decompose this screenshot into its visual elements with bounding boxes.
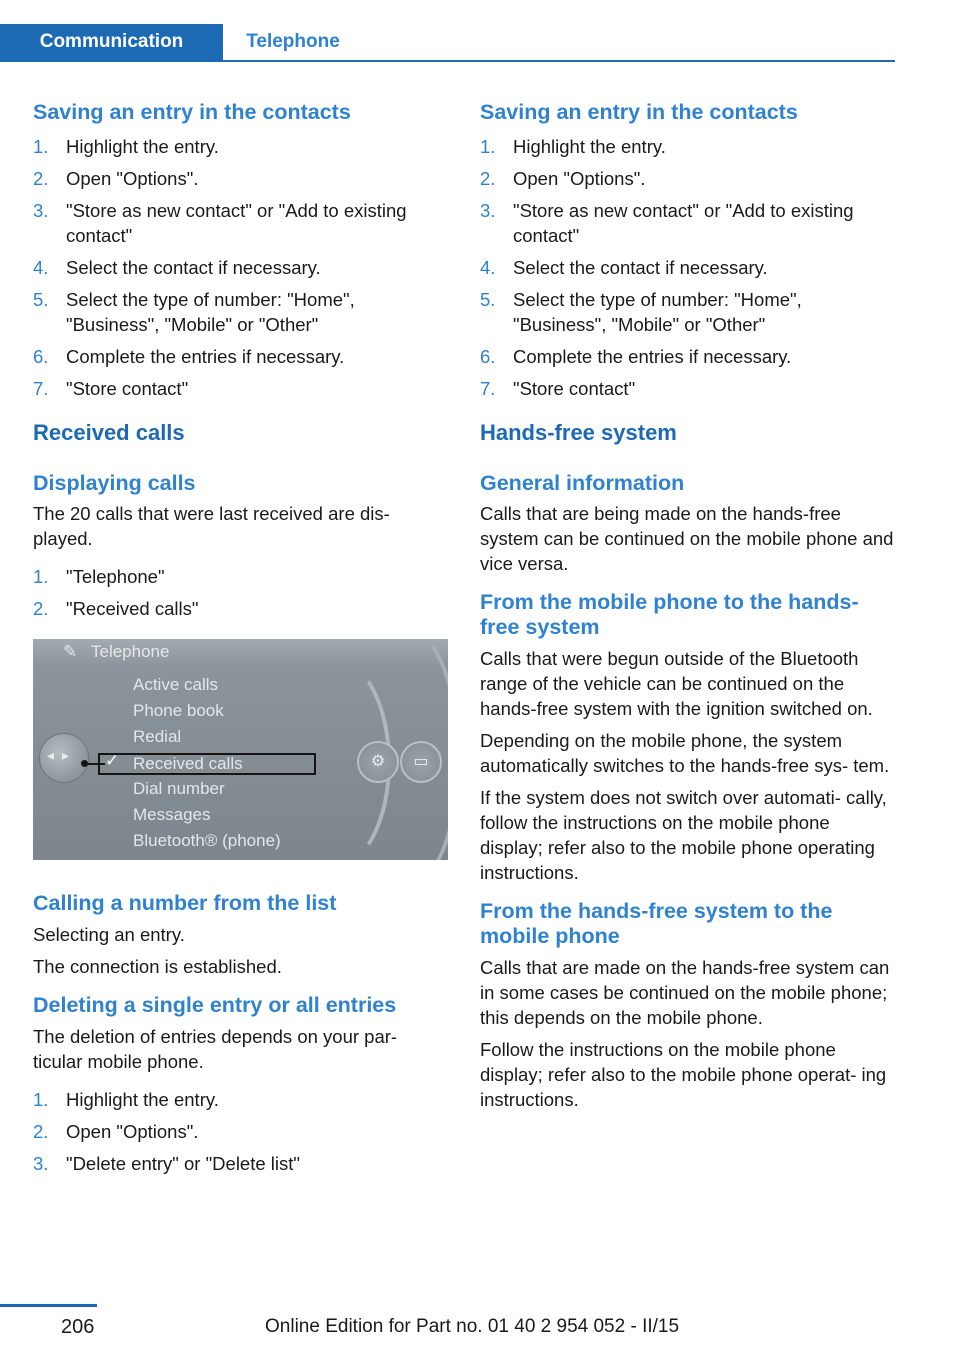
menu-item-bluetooth[interactable]: Bluetooth® (phone) <box>133 831 281 850</box>
list-item: 4. Select the contact if necessary. <box>33 257 321 278</box>
page-number: 206 <box>61 1316 95 1338</box>
save-heading: Saving an entry in the contacts <box>480 100 798 124</box>
list-item: 1. Highlight the entry. <box>33 136 219 157</box>
general-info-heading: General information <box>480 471 685 495</box>
edition-note: Online Edition for Part no. 01 40 2 954 052 - II/15 <box>265 1316 680 1337</box>
list-item: 2. Open "Options". <box>33 1121 199 1142</box>
list-item: 1. Highlight the entry. <box>480 136 666 157</box>
knob-arrows-icon: ◂ ▸ <box>47 747 71 763</box>
tab-telephone[interactable]: Telephone <box>246 31 340 52</box>
list-item: 2. Open "Options". <box>33 168 199 189</box>
from-mobile-heading: From the mobile phone to the hands-free system <box>480 590 859 639</box>
idrive-screenshot <box>33 639 448 860</box>
menu-item-received-calls[interactable]: Received calls <box>133 754 243 773</box>
displaying-calls-heading: Displaying calls <box>33 471 196 495</box>
wrench-icon: ✎ <box>63 642 78 661</box>
save-steps-list <box>33 134 448 401</box>
settings-ring-icon[interactable]: ⚙ <box>357 741 399 783</box>
from-mobile-text-3: If the system does not switch over automati‐ cally, follow the instructions on the mobile phone display; refer also to the mobile phone operating instructions. <box>480 787 887 883</box>
list-item: 3. "Delete entry" or "Delete list" <box>33 1153 300 1174</box>
received-calls-heading: Received calls <box>33 420 185 445</box>
list-item: 2. "Received calls" <box>33 598 199 619</box>
displaying-calls-text: The 20 calls that were last received are dis‐ played. <box>33 503 390 549</box>
deleting-steps-list <box>33 1087 448 1176</box>
tab-communication[interactable]: Communication <box>0 24 223 60</box>
displaying-steps-list <box>33 564 448 621</box>
list-item: 5. Select the type of number: "Home", "Business", "Mobile" or "Other" <box>33 289 355 335</box>
list-item: 1. "Telephone" <box>33 566 165 587</box>
deleting-heading: Deleting a single entry or all entries <box>33 993 397 1017</box>
list-item: 7. "Store contact" <box>480 378 636 399</box>
header-divider <box>0 60 895 62</box>
header-tabs <box>0 24 895 62</box>
screen-title: Telephone <box>91 642 170 661</box>
from-mobile-text-2: Depending on the mobile phone, the system automatically switches to the hands-free sys‐ tem. <box>480 730 890 776</box>
footer-divider <box>0 1304 97 1307</box>
calling-text-1: Selecting an entry. <box>33 924 185 945</box>
list-item: 6. Complete the entries if necessary. <box>480 346 792 367</box>
from-mobile-text-1: Calls that were begun outside of the Bluetooth range of the vehicle can be continued on the hands-free system with the ignition switched on. <box>480 648 873 719</box>
list-item: 7. "Store contact" <box>33 378 189 399</box>
check-icon: ✓ <box>105 751 120 770</box>
calling-heading: Calling a number from the list <box>33 891 337 915</box>
save-heading: Saving an entry in the contacts <box>33 100 351 124</box>
menu-item-active-calls[interactable]: Active calls <box>133 675 219 694</box>
list-item: 4. Select the contact if necessary. <box>480 257 768 278</box>
list-item: 3. "Store as new contact" or "Add to existing contact" <box>480 200 854 246</box>
list-item: 5. Select the type of number: "Home", "Business", "Mobile" or "Other" <box>480 289 802 335</box>
list-item: 2. Open "Options". <box>480 168 646 189</box>
from-system-text-2: Follow the instructions on the mobile phone display; refer also to the mobile phone operat‐ ing instructions. <box>480 1039 887 1110</box>
calling-text-2: The connection is established. <box>33 956 282 977</box>
save-steps-list <box>480 134 895 401</box>
right-column <box>480 100 895 1112</box>
deleting-text: The deletion of entries depends on your par‐ ticular mobile phone. <box>33 1026 398 1072</box>
list-item: 6. Complete the entries if necessary. <box>33 346 345 367</box>
menu-item-redial[interactable]: Redial <box>133 727 182 746</box>
menu-item-dial-number[interactable]: Dial number <box>133 779 225 798</box>
list-item: 3. "Store as new contact" or "Add to existing contact" <box>33 200 407 246</box>
menu-item-phone-book[interactable]: Phone book <box>133 701 224 720</box>
menu-item-messages[interactable]: Messages <box>133 805 211 824</box>
pointer-line <box>85 763 105 765</box>
general-info-text: Calls that are being made on the hands-free system can be continued on the mobile phone and vice versa. <box>480 503 894 574</box>
display-ring-icon[interactable]: ▭ <box>400 741 442 783</box>
handsfree-heading: Hands-free system <box>480 420 677 445</box>
from-system-heading: From the hands-free system to the mobile phone <box>480 899 833 948</box>
left-column <box>33 100 448 1183</box>
list-item: 1. Highlight the entry. <box>33 1089 219 1110</box>
from-system-text-1: Calls that are made on the hands-free system can in some cases be continued on the mobile phone; this depends on the mobile phone. <box>480 957 890 1028</box>
